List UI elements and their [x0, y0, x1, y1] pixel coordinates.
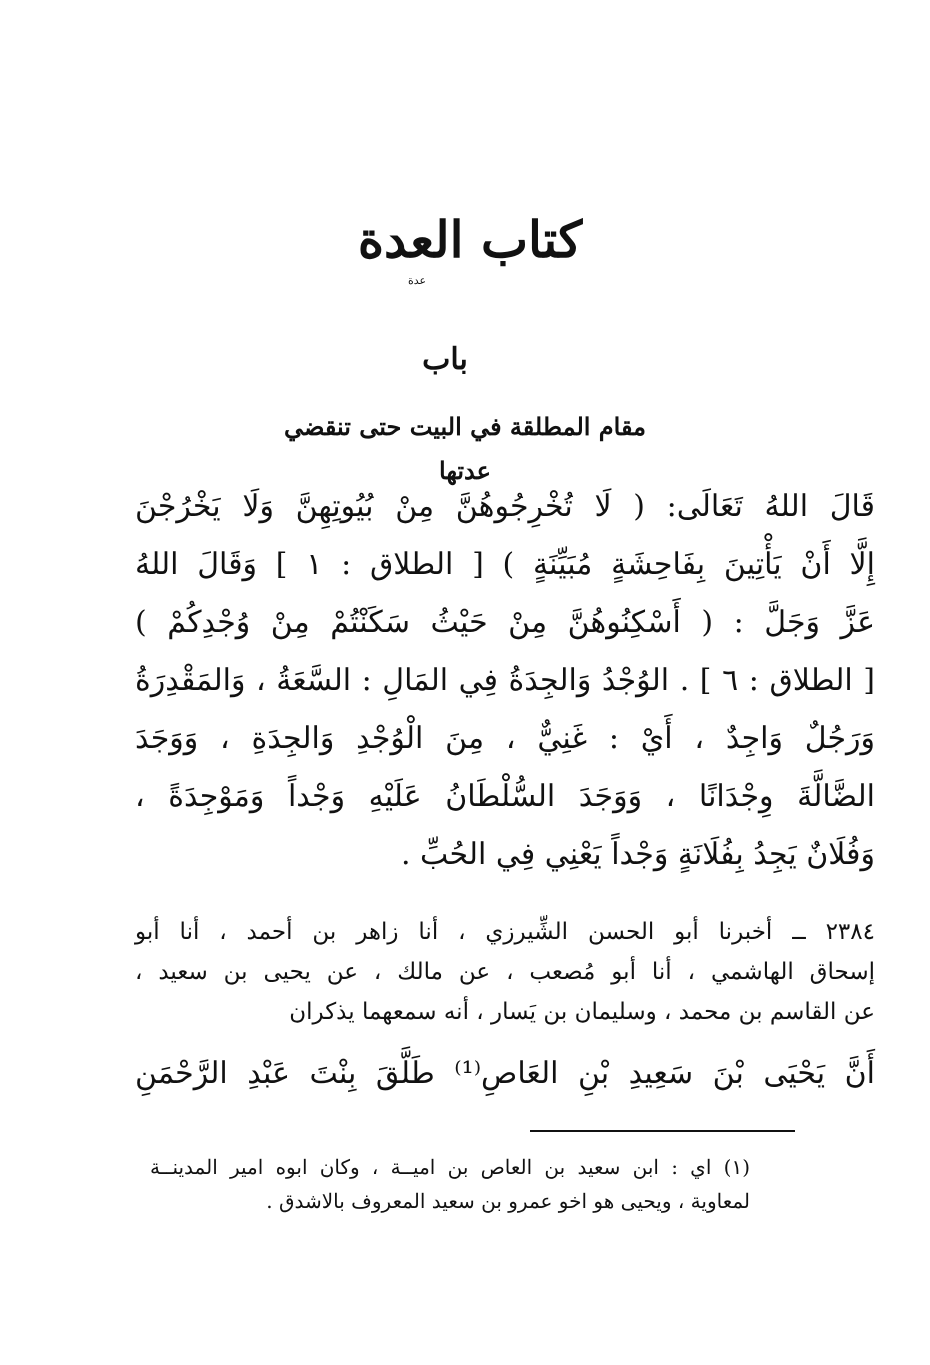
intro-line: الضَّالَّةَ وِجْدَانًا ، وَوَجَدَ السُّلْطَانُ عَلَيْهِ وَجْداً وَمَوْجِدَةً ،: [135, 779, 875, 814]
chapter-heading: باب: [422, 342, 468, 377]
footnote: [150, 1150, 750, 1218]
hadith-text: [135, 1045, 875, 1103]
book-title-text: كتاب العدة: [357, 210, 583, 269]
intro-line: وَفُلَانٌ يَجِدُ بِفُلَانَةٍ وَجْداً يَعْنِي فِي الحُبِّ .: [400, 837, 875, 872]
narration-line: إسحاق الهاشمي ، أنا أبو مُصعب ، عن مالك ، عن يحيى بن سعيد ،: [135, 959, 875, 985]
footnote-line: (١) اي : ابن سعيد بن العاص بن اميــة ، وكان ابوه امير المدينــة: [150, 1155, 750, 1179]
intro-line: [ الطلاق : ٦ ] . الوُجْدُ وَالجِدَةُ فِي المَالِ : السَّعَةُ ، وَالمَقْدِرَةُ: [135, 663, 875, 698]
intro-line: عَزَّ وَجَلَّ : ( أَسْكِنُوهُنَّ مِنْ حَيْثُ سَكَنْتُمْ مِنْ وُجْدِكُمْ ): [135, 605, 875, 640]
hadith-line: أَنَّ يَحْيَى بْنَ سَعِيدِ بْنِ العَاصِ⁽¹⁾ طَلَّقَ بِنْتَ عَبْدِ الرَّحْمَنِ: [135, 1056, 876, 1091]
intro-paragraph: [135, 478, 875, 884]
book-title: [290, 205, 650, 295]
footnote-separator: [530, 1130, 795, 1132]
intro-line: قَالَ اللهُ تَعَالَى: ( لَا تُخْرِجُوهُنَّ مِنْ بُيُوتِهِنَّ وَلَا يَخْرُجْنَ: [135, 489, 875, 524]
narration-line: ٢٣٨٤ ــ أخبرنا أبو الحسن الشِّيرزي ، أنا زاهر بن أحمد ، أنا أبو: [135, 919, 875, 945]
book-title-annotation: عدة: [408, 274, 427, 287]
intro-line: وَرَجُلٌ وَاجِدٌ ، أَيْ : غَنِيٌّ ، مِنَ الْوُجْدِ وَالجِدَةِ ، وَوَجَدَ: [135, 721, 875, 756]
footnote-line: لمعاوية ، ويحيى هو اخو عمرو بن سعيد المعروف بالاشدق .: [266, 1189, 750, 1213]
hadith-narration: [135, 912, 875, 1032]
chapter-subheading: مقام المطلقة في البيت حتى تنقضي عدتها: [284, 412, 646, 485]
intro-line: إِلَّا أَنْ يَأْتِينَ بِفَاحِشَةٍ مُبَيِّنَةٍ ) [ الطلاق : ١ ] وَقَالَ اللهُ: [135, 547, 875, 582]
narration-line: عن القاسم بن محمد ، وسليمان بن يَسار ، أنه سمعهما يذكران: [289, 999, 875, 1025]
